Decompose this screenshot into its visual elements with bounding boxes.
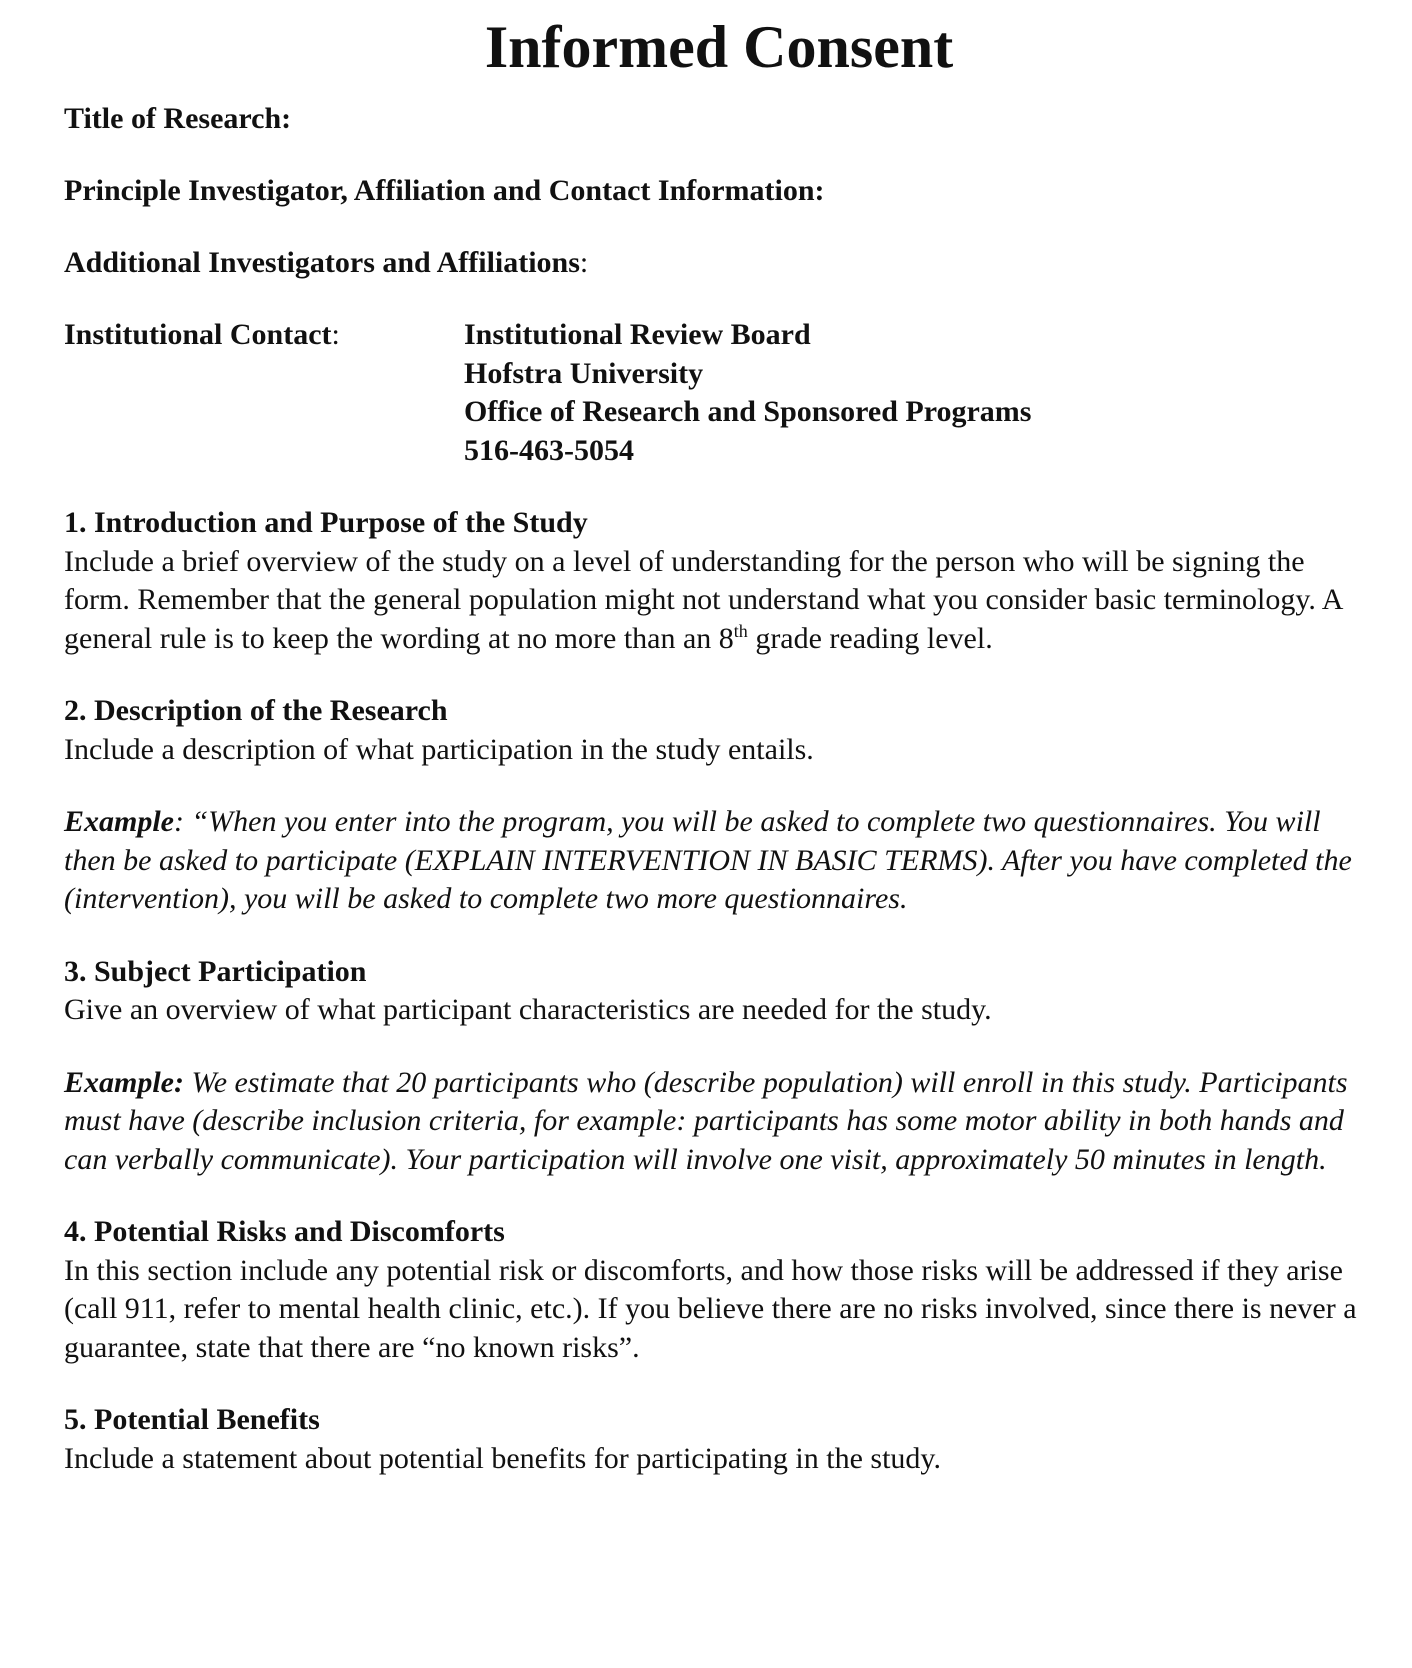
additional-investigators-text: Additional Investigators and Affiliations [64,246,580,279]
section-example [64,1064,1364,1180]
institutional-contact-label-colon: : [331,318,340,351]
section-description [64,692,1364,919]
contact-line-office: Office of Research and Sponsored Programs [464,395,1032,428]
institutional-contact [64,316,1364,470]
section-participation [64,953,1364,1180]
section-text-after-sup: grade reading level. [747,621,993,655]
section-text: In this section include any potential risk or discomforts, and how those risks will be addressed if they arise (call 911, refer to mental health clinic, etc.). If you believe there are no risks involved, since there is never a guarantee, state that there are “no known risks”. [64,1253,1357,1364]
additional-investigators-label [64,244,1364,282]
contact-line-university: Hofstra University [464,356,704,390]
section-benefits [64,1401,1364,1478]
section-heading: 4. Potential Risks and Discomforts [64,1215,505,1248]
institutional-contact-label-text: Institutional Contact [64,318,332,351]
title-of-research-label: Title of Research: [64,102,292,135]
contact-line-board: Institutional Review Board [464,318,811,351]
institutional-contact-lines [464,316,1031,470]
example-text: “When you enter into the program, you will be asked to complete two questionnaires. You will then be asked to participate (EXPLAIN INTERVENTION IN BASIC TERMS). After you have completed the (intervention), you will be asked to complete two more questionnaires. [64,805,1352,915]
example-label-colon: : [174,805,184,838]
section-text [64,543,1364,659]
section-text: Include a description of what participation in the study entails. [64,732,814,766]
section-heading: 2. Description of the Research [64,694,448,727]
document-title: Informed Consent [484,14,954,80]
section-heading: 1. Introduction and Purpose of the Study [64,506,588,539]
document-page [64,14,1364,1478]
section-text: Include a statement about potential benefits for participating in the study. [64,1441,941,1475]
contact-line-phone: 516-463-5054 [464,433,634,467]
section-text: Give an overview of what participant characteristics are needed for the study. [64,993,992,1026]
example-label: Example: [64,1065,184,1099]
example-label: Example [64,805,174,838]
section-example [64,803,1364,919]
section-risks [64,1213,1364,1367]
section-introduction [64,504,1364,658]
additional-investigators-colon: : [579,246,589,279]
section-heading: 3. Subject Participation [64,954,367,988]
ordinal-superscript: th [733,620,748,641]
principle-investigator-label: Principle Investigator, Affiliation and Contact Information: [64,174,825,207]
institutional-contact-label [64,316,464,470]
section-heading: 5. Potential Benefits [64,1403,320,1436]
example-text: We estimate that 20 participants who (describe population) will enroll in this study. Participants must have (describe inclusion criteria, for example: participants has some motor ability in both hands and can verbally communicate). Your participation will involve one visit, approximately 50 minutes in length. [64,1065,1348,1176]
section-text-before-sup: Include a brief overview of the study on a level of understanding for the person who will be signing the form. Remember that the general population might not understand what you consider basic terminology. A general rule is to keep the wording at no more than an 8 [64,544,1342,655]
